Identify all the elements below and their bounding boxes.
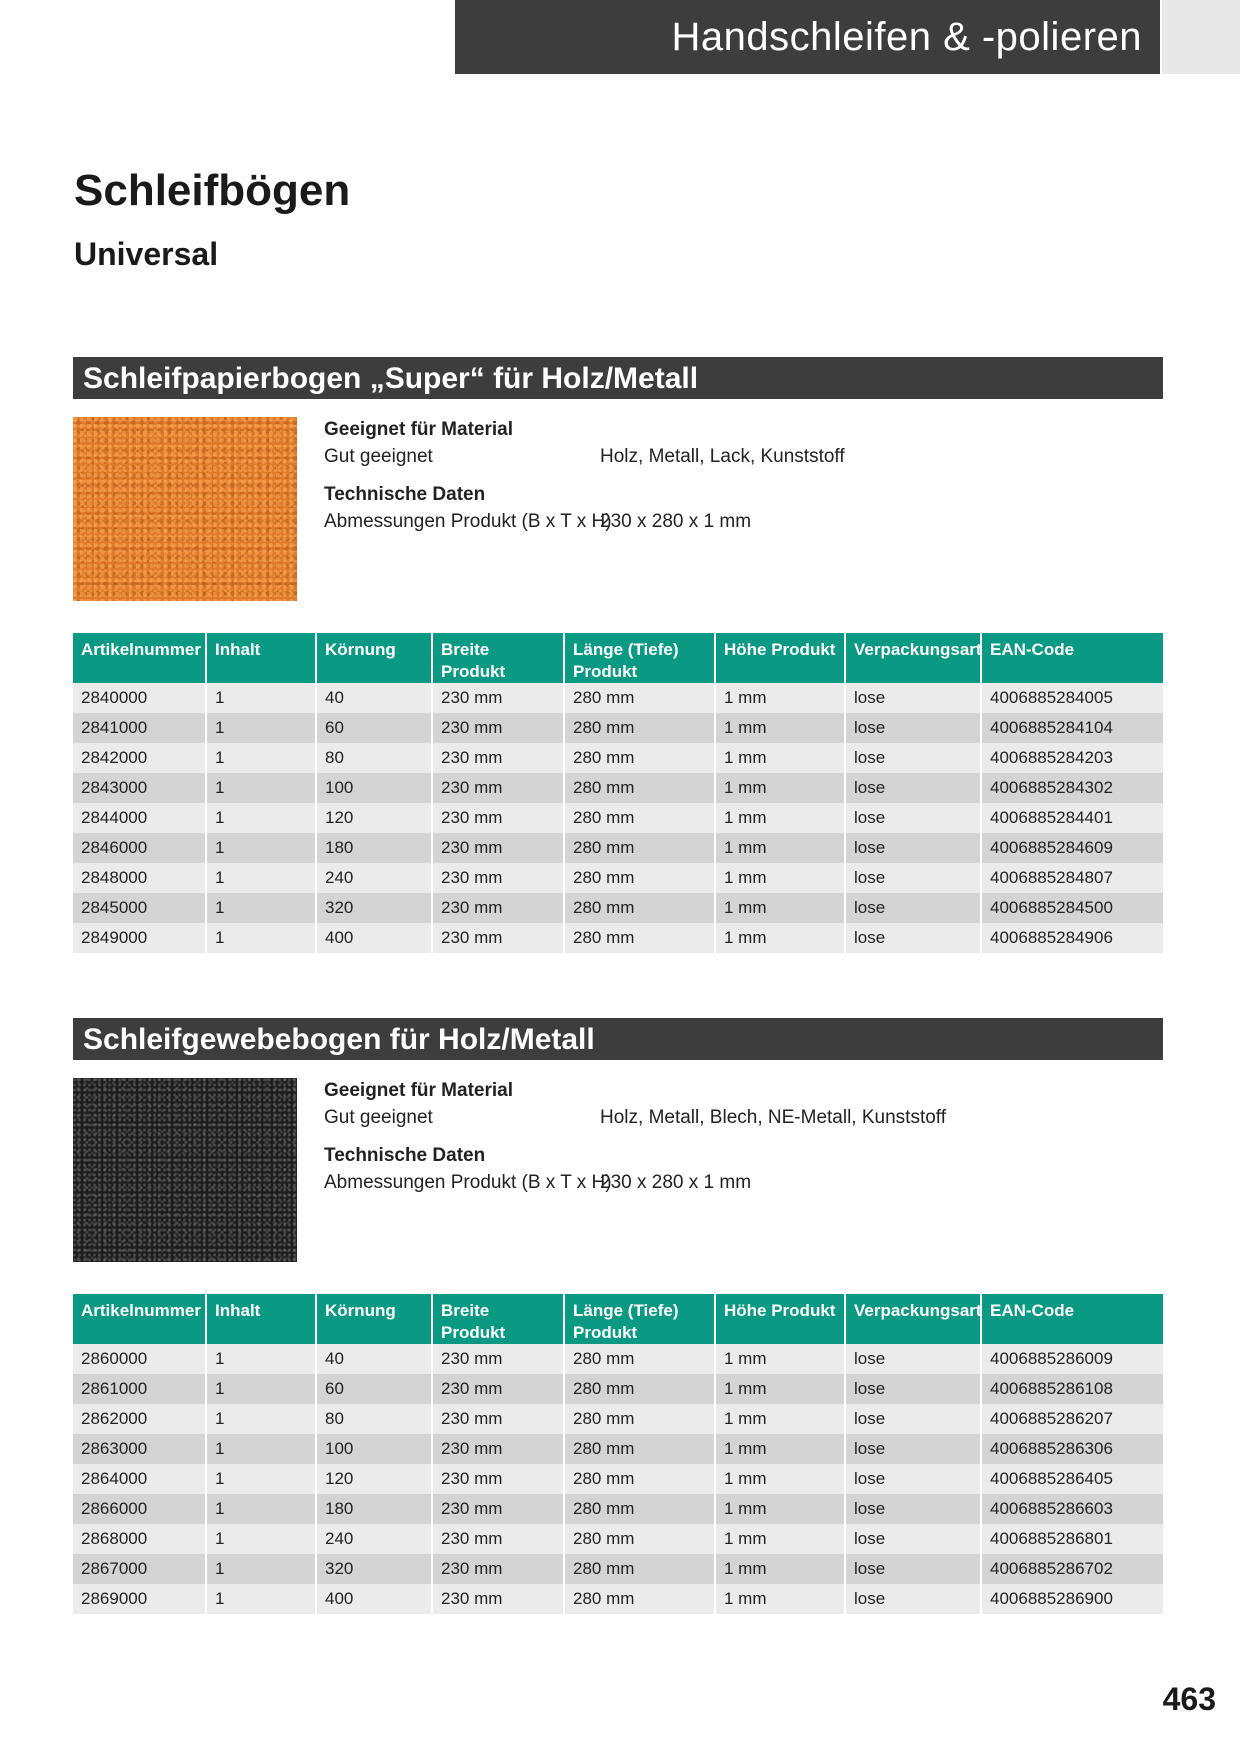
column-header-height: Höhe Produkt [714, 1294, 844, 1344]
cell-quantity: 1 [205, 743, 315, 773]
cell-ean-code: 4006885286207 [980, 1404, 1163, 1434]
table-row [73, 713, 1163, 743]
cell-length: 280 mm [563, 713, 714, 743]
cell-grit: 100 [315, 773, 431, 803]
column-header-packaging: Verpackungsart [844, 1294, 980, 1344]
cell-packaging: lose [844, 1374, 980, 1404]
cell-packaging: lose [844, 683, 980, 713]
cell-length: 280 mm [563, 923, 714, 953]
cell-grit: 180 [315, 1494, 431, 1524]
cell-grit: 80 [315, 1404, 431, 1434]
cell-quantity: 1 [205, 1434, 315, 1464]
cell-length: 280 mm [563, 803, 714, 833]
cell-width: 230 mm [431, 1584, 563, 1614]
cell-grit: 80 [315, 743, 431, 773]
cell-height: 1 mm [714, 1584, 844, 1614]
material-label: Gut geeignet [324, 1107, 433, 1128]
cell-packaging: lose [844, 1464, 980, 1494]
material-heading: Geeignet für Material [324, 419, 513, 440]
cell-quantity: 1 [205, 1374, 315, 1404]
cell-height: 1 mm [714, 893, 844, 923]
cell-height: 1 mm [714, 1554, 844, 1584]
cell-quantity: 1 [205, 1584, 315, 1614]
cell-ean-code: 4006885284609 [980, 833, 1163, 863]
cell-quantity: 1 [205, 683, 315, 713]
cell-article-number: 2863000 [73, 1434, 205, 1464]
section-title: Schleifgewebebogen für Holz/Metall [73, 1018, 1163, 1060]
column-header-width: Breite Produkt [431, 1294, 563, 1344]
column-header-grit: Körnung [315, 633, 431, 683]
cell-packaging: lose [844, 923, 980, 953]
cell-ean-code: 4006885286306 [980, 1434, 1163, 1464]
cell-grit: 240 [315, 863, 431, 893]
cell-height: 1 mm [714, 863, 844, 893]
cell-width: 230 mm [431, 803, 563, 833]
table-row [73, 1344, 1163, 1374]
table-row [73, 683, 1163, 713]
cell-ean-code: 4006885286702 [980, 1554, 1163, 1584]
cell-length: 280 mm [563, 1524, 714, 1554]
cell-packaging: lose [844, 1524, 980, 1554]
cell-grit: 100 [315, 1434, 431, 1464]
table-row [73, 833, 1163, 863]
cell-grit: 120 [315, 803, 431, 833]
cell-article-number: 2861000 [73, 1374, 205, 1404]
cell-height: 1 mm [714, 1404, 844, 1434]
cell-height: 1 mm [714, 1494, 844, 1524]
cell-ean-code: 4006885284906 [980, 923, 1163, 953]
cell-width: 230 mm [431, 1404, 563, 1434]
cell-height: 1 mm [714, 1374, 844, 1404]
column-header-length: Länge (Tiefe) Produkt [563, 633, 714, 683]
cell-width: 230 mm [431, 713, 563, 743]
chapter-title: Handschleifen & -polieren [671, 14, 1142, 59]
cell-width: 230 mm [431, 743, 563, 773]
cell-ean-code: 4006885284104 [980, 713, 1163, 743]
column-header-length: Länge (Tiefe) Produkt [563, 1294, 714, 1344]
table-row [73, 773, 1163, 803]
tech-label: Abmessungen Produkt (B x T x H) [324, 1172, 612, 1193]
cell-height: 1 mm [714, 1524, 844, 1554]
cell-ean-code: 4006885286801 [980, 1524, 1163, 1554]
cell-height: 1 mm [714, 743, 844, 773]
table-header-row [73, 1294, 1163, 1344]
tech-heading: Technische Daten [324, 484, 486, 505]
cell-ean-code: 4006885286108 [980, 1374, 1163, 1404]
cell-packaging: lose [844, 1344, 980, 1374]
cell-length: 280 mm [563, 743, 714, 773]
material-label: Gut geeignet [324, 446, 433, 467]
tech-value: 230 x 280 x 1 mm [600, 1172, 752, 1193]
cell-article-number: 2846000 [73, 833, 205, 863]
product-table-1 [73, 633, 1163, 953]
cell-ean-code: 4006885284500 [980, 893, 1163, 923]
column-header-article-number: Artikelnummer [73, 633, 205, 683]
cell-quantity: 1 [205, 713, 315, 743]
product-table-2 [73, 1294, 1163, 1614]
cell-packaging: lose [844, 1554, 980, 1584]
cell-height: 1 mm [714, 833, 844, 863]
cell-quantity: 1 [205, 1404, 315, 1434]
cell-article-number: 2869000 [73, 1584, 205, 1614]
cell-quantity: 1 [205, 923, 315, 953]
product-section-2 [73, 1018, 1163, 1614]
cell-height: 1 mm [714, 1464, 844, 1494]
table-body [73, 1344, 1163, 1614]
table-body [73, 683, 1163, 953]
cell-grit: 40 [315, 1344, 431, 1374]
cell-quantity: 1 [205, 1524, 315, 1554]
cell-article-number: 2843000 [73, 773, 205, 803]
cell-width: 230 mm [431, 863, 563, 893]
cell-packaging: lose [844, 773, 980, 803]
cell-grit: 40 [315, 683, 431, 713]
cell-grit: 120 [315, 1464, 431, 1494]
cell-width: 230 mm [431, 923, 563, 953]
table-row [73, 923, 1163, 953]
cell-article-number: 2864000 [73, 1464, 205, 1494]
table-row [73, 1434, 1163, 1464]
cell-grit: 400 [315, 1584, 431, 1614]
cell-length: 280 mm [563, 1404, 714, 1434]
cell-quantity: 1 [205, 893, 315, 923]
column-header-ean-code: EAN-Code [980, 633, 1163, 683]
cell-packaging: lose [844, 743, 980, 773]
cell-length: 280 mm [563, 1494, 714, 1524]
table-row [73, 1404, 1163, 1434]
cell-width: 230 mm [431, 893, 563, 923]
cell-ean-code: 4006885284203 [980, 743, 1163, 773]
cell-length: 280 mm [563, 1344, 714, 1374]
cell-ean-code: 4006885284302 [980, 773, 1163, 803]
material-value: Holz, Metall, Lack, Kunststoff [600, 446, 845, 467]
tech-value: 230 x 280 x 1 mm [600, 511, 752, 532]
material-value: Holz, Metall, Blech, NE-Metall, Kunststoff [600, 1107, 946, 1128]
cell-length: 280 mm [563, 893, 714, 923]
page-title: Schleifbögen [74, 166, 351, 215]
cell-article-number: 2845000 [73, 893, 205, 923]
cell-article-number: 2866000 [73, 1494, 205, 1524]
cell-width: 230 mm [431, 1554, 563, 1584]
cell-width: 230 mm [431, 1434, 563, 1464]
product-image-sandpaper-orange [73, 417, 297, 601]
column-header-ean-code: EAN-Code [980, 1294, 1163, 1344]
chapter-header [455, 0, 1160, 74]
cell-length: 280 mm [563, 1374, 714, 1404]
cell-packaging: lose [844, 833, 980, 863]
product-image-abrasive-cloth-black [73, 1078, 297, 1262]
cell-article-number: 2849000 [73, 923, 205, 953]
table-row [73, 803, 1163, 833]
table-row [73, 863, 1163, 893]
cell-width: 230 mm [431, 773, 563, 803]
cell-length: 280 mm [563, 1464, 714, 1494]
cell-packaging: lose [844, 803, 980, 833]
cell-grit: 400 [315, 923, 431, 953]
cell-article-number: 2848000 [73, 863, 205, 893]
column-header-quantity: Inhalt [205, 633, 315, 683]
cell-height: 1 mm [714, 683, 844, 713]
cell-article-number: 2842000 [73, 743, 205, 773]
table-row [73, 1554, 1163, 1584]
cell-quantity: 1 [205, 773, 315, 803]
cell-ean-code: 4006885284807 [980, 863, 1163, 893]
table-row [73, 1584, 1163, 1614]
cell-length: 280 mm [563, 863, 714, 893]
cell-grit: 60 [315, 713, 431, 743]
cell-packaging: lose [844, 1584, 980, 1614]
cell-grit: 60 [315, 1374, 431, 1404]
cell-packaging: lose [844, 1434, 980, 1464]
table-row [73, 1494, 1163, 1524]
cell-length: 280 mm [563, 683, 714, 713]
product-section-1 [73, 357, 1163, 953]
page-number: 463 [1162, 1681, 1216, 1717]
cell-height: 1 mm [714, 773, 844, 803]
cell-ean-code: 4006885286009 [980, 1344, 1163, 1374]
column-header-packaging: Verpackungsart [844, 633, 980, 683]
table-row [73, 1524, 1163, 1554]
cell-width: 230 mm [431, 833, 563, 863]
cell-width: 230 mm [431, 1374, 563, 1404]
cell-grit: 180 [315, 833, 431, 863]
column-header-height: Höhe Produkt [714, 633, 844, 683]
cell-width: 230 mm [431, 1464, 563, 1494]
material-heading: Geeignet für Material [324, 1080, 513, 1101]
cell-article-number: 2862000 [73, 1404, 205, 1434]
table-row [73, 743, 1163, 773]
cell-length: 280 mm [563, 1554, 714, 1584]
cell-width: 230 mm [431, 1494, 563, 1524]
cell-article-number: 2868000 [73, 1524, 205, 1554]
section-title: Schleifpapierbogen „Super“ für Holz/Metall [73, 357, 1163, 399]
page-subtitle: Universal [74, 236, 219, 272]
table-row [73, 893, 1163, 923]
cell-quantity: 1 [205, 1494, 315, 1524]
cell-length: 280 mm [563, 833, 714, 863]
cell-quantity: 1 [205, 863, 315, 893]
cell-ean-code: 4006885286900 [980, 1584, 1163, 1614]
cell-packaging: lose [844, 713, 980, 743]
column-header-article-number: Artikelnummer [73, 1294, 205, 1344]
cell-grit: 320 [315, 893, 431, 923]
cell-quantity: 1 [205, 803, 315, 833]
column-header-grit: Körnung [315, 1294, 431, 1344]
table-row [73, 1464, 1163, 1494]
cell-grit: 320 [315, 1554, 431, 1584]
cell-quantity: 1 [205, 1464, 315, 1494]
header-tab [1162, 0, 1240, 74]
cell-packaging: lose [844, 1494, 980, 1524]
tech-heading: Technische Daten [324, 1145, 486, 1166]
cell-width: 230 mm [431, 1344, 563, 1374]
cell-height: 1 mm [714, 713, 844, 743]
product-info [73, 1060, 1163, 1294]
column-header-width: Breite Produkt [431, 633, 563, 683]
cell-ean-code: 4006885286405 [980, 1464, 1163, 1494]
cell-packaging: lose [844, 863, 980, 893]
cell-height: 1 mm [714, 1344, 844, 1374]
table-row [73, 1374, 1163, 1404]
cell-quantity: 1 [205, 1344, 315, 1374]
column-header-quantity: Inhalt [205, 1294, 315, 1344]
cell-width: 230 mm [431, 683, 563, 713]
cell-width: 230 mm [431, 1524, 563, 1554]
cell-ean-code: 4006885284005 [980, 683, 1163, 713]
cell-packaging: lose [844, 1404, 980, 1434]
cell-height: 1 mm [714, 1434, 844, 1464]
cell-article-number: 2860000 [73, 1344, 205, 1374]
cell-height: 1 mm [714, 923, 844, 953]
cell-grit: 240 [315, 1524, 431, 1554]
product-info [73, 399, 1163, 633]
cell-quantity: 1 [205, 1554, 315, 1584]
cell-length: 280 mm [563, 1584, 714, 1614]
cell-article-number: 2844000 [73, 803, 205, 833]
cell-length: 280 mm [563, 1434, 714, 1464]
cell-quantity: 1 [205, 833, 315, 863]
cell-ean-code: 4006885286603 [980, 1494, 1163, 1524]
cell-article-number: 2867000 [73, 1554, 205, 1584]
cell-packaging: lose [844, 893, 980, 923]
cell-length: 280 mm [563, 773, 714, 803]
cell-height: 1 mm [714, 803, 844, 833]
cell-article-number: 2841000 [73, 713, 205, 743]
tech-label: Abmessungen Produkt (B x T x H) [324, 511, 612, 532]
cell-ean-code: 4006885284401 [980, 803, 1163, 833]
cell-article-number: 2840000 [73, 683, 205, 713]
table-header-row [73, 633, 1163, 683]
